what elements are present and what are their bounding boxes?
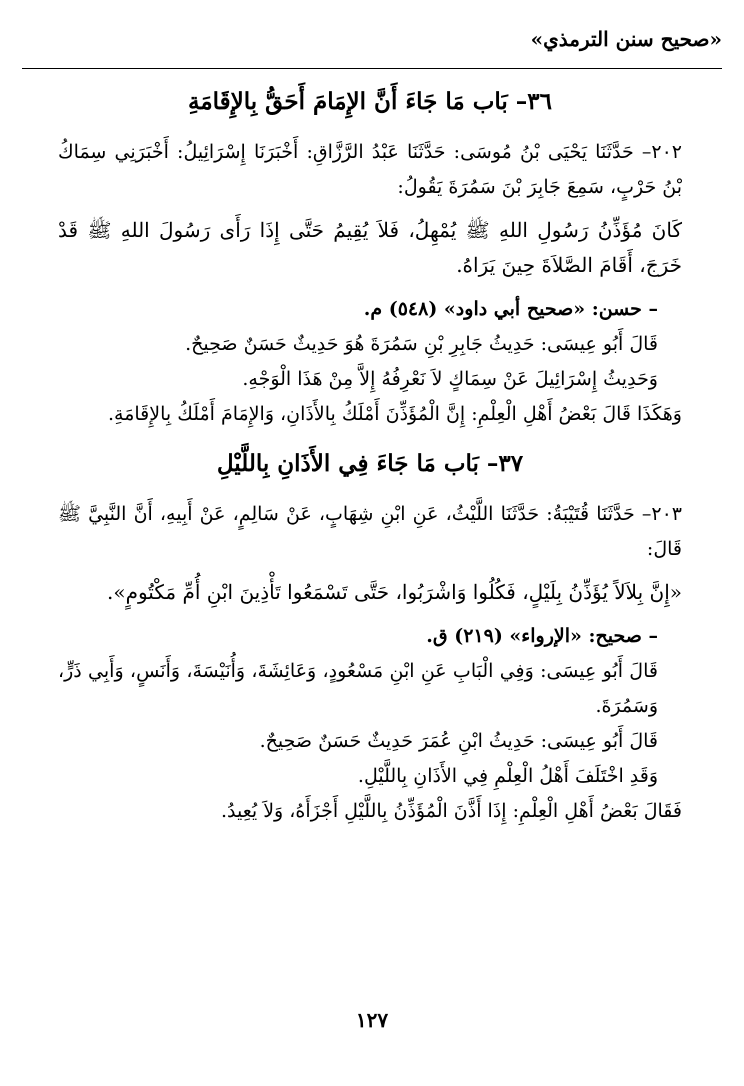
hadith-203-comment-1: قَالَ أَبُو عِيسَى: وَفِي الْبَابِ عَنِ ابْنِ مَسْعُودٍ، وَعَائِشَةَ، وَأُنَيْسَةَ، وَأَنَسٍ، وَأَبِي ذَرٍّ، وَسَمُرَةَ. [58,660,658,717]
hadith-203-comment-2: قَالَ أَبُو عِيسَى: حَدِيثُ ابْنِ عُمَرَ حَدِيثٌ حَسَنٌ صَحِيحٌ. [259,730,658,752]
page-number: ١٢٧ [355,1008,389,1032]
hadith-202-comment-3: وَهَكَذَا قَالَ بَعْضُ أَهْلِ الْعِلْمِ: إِنَّ الْمُؤَذِّنَ أَمْلَكُ بِالأَذَانِ، وَالإِمَامَ أَمْلَكُ بِالإِقَامَةِ. [107,403,682,425]
hadith-203-comment-4: فَقَالَ بَعْضُ أَهْلِ الْعِلْمِ: إِذَا أَذَّنَ الْمُؤَذِّنُ بِاللَّيْلِ أَجْزَأَهُ، وَلاَ يُعِيدُ. [220,800,682,822]
hadith-203-comment-3: وَقَدِ اخْتَلَفَ أَهْلُ الْعِلْمِ فِي الأَذَانِ بِاللَّيْلِ. [357,765,658,787]
hadith-202-isnad: ٢٠٢– حَدَّثَنَا يَحْيَى بْنُ مُوسَى: حَدَّثَنَا عَبْدُ الرَّزَّاقِ: أَخْبَرَنَا إِسْرَائِيلُ: أَخْبَرَنِي سِمَاكُ بْنُ حَرْبٍ، سَمِعَ جَابِرَ بْنَ سَمُرَةَ يَقُولُ: [58,141,682,198]
hadith-202-grade: – حسن: «صحيح أبي داود» (٥٤٨) م. [363,298,658,320]
hadith-203-grade: – صحيح: «الإرواء» (٢١٩) ق. [426,625,658,647]
hadith-202-comment-1: قَالَ أَبُو عِيسَى: حَدِيثُ جَابِرِ بْنِ سَمُرَةَ هُوَ حَدِيثٌ حَسَنٌ صَحِيحٌ. [185,333,658,355]
page-content [58,88,682,829]
hadith-202-comment-2: وَحَدِيثُ إِسْرَائِيلَ عَنْ سِمَاكٍ لاَ نَعْرِفُهُ إِلاَّ مِنْ هَذَا الْوَجْهِ. [242,368,658,390]
header-rule [22,68,722,69]
section-spacer [58,432,682,450]
hadith-203-isnad: ٢٠٣– حَدَّثَنَا قُتَيْبَةُ: حَدَّثَنَا اللَّيْثُ، عَنِ ابْنِ شِهَابٍ، عَنْ سَالِمٍ، عَنْ أَبِيهِ، أَنَّ النَّبِيَّ ﷺ قَالَ: [58,503,682,560]
chapter-37-title: ٣٧– بَاب مَا جَاءَ فِي الأَذَانِ بِاللَّيْلِ [216,450,524,477]
running-header: «صحيح سنن الترمذي» [530,27,722,51]
hadith-203-matn: «إِنَّ بِلاَلاً يُؤَذِّنُ بِلَيْلٍ، فَكُلُوا وَاشْرَبُوا، حَتَّى تَسْمَعُوا تَأْذِينَ ابْنِ أُمِّ مَكْتُومٍ». [107,580,682,604]
chapter-36-title: ٣٦– بَاب مَا جَاءَ أَنَّ الإِمَامَ أَحَقُّ بِالإِقَامَةِ [187,88,553,115]
hadith-202-matn: كَانَ مُؤَذِّنُ رَسُولِ اللهِ ﷺ يُمْهِلُ، فَلاَ يُقِيمُ حَتَّى إِذَا رَأَى رَسُولَ اللهِ ﷺ قَدْ خَرَجَ، أَقَامَ الصَّلاَةَ حِينَ يَرَاهُ. [58,218,682,277]
